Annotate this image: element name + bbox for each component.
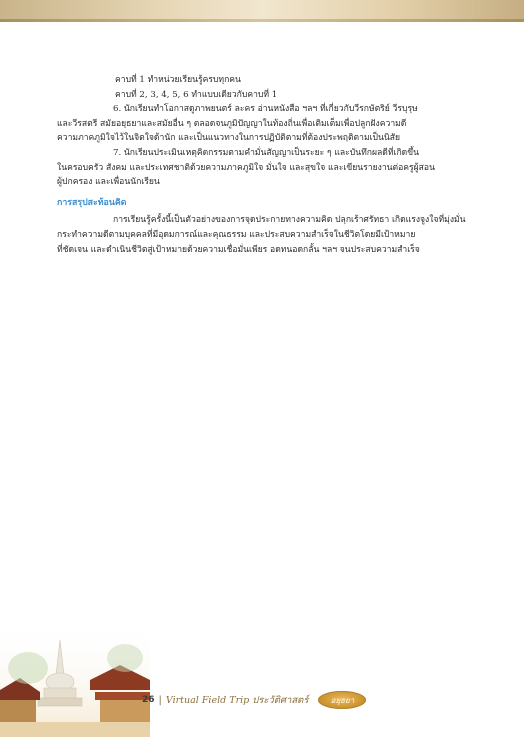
document-body: [57, 73, 466, 257]
page-number: 26: [142, 695, 155, 705]
paragraph-line: 6. นักเรียนทำโอกาสดูภาพยนตร์ ละคร อ่านหนังสือ ฯลฯ ที่เกี่ยวกับวีรกษัตริย์ วีรบุรุษ: [113, 104, 418, 115]
page-footer: [142, 690, 366, 710]
paragraph-line: ในครอบครัว สังคม และประเทศชาติด้วยความภาคภูมิใจ มั่นใจ และสุขใจ และเขียนรายงานต่อครูผู้สอน: [57, 162, 435, 173]
summary-line: การเรียนรู้ครั้งนี้เป็นตัวอย่างของการจุดประกายทางความคิด ปลุกเร้าศรัทธา เกิดแรงจูงใจที่มุ่งมั่น: [113, 215, 466, 226]
paragraph-line: ความภาคภูมิใจไว้ในจิตใจด้านัก และเป็นแนวทางในการปฏิบัติตามที่ต้องประพฤติตามเป็นนิสัย: [57, 133, 401, 144]
section-heading: การสรุปสะท้อนคิด: [57, 197, 127, 208]
footer-separator: |: [158, 694, 162, 706]
paragraph-line: คาบที่ 2, 3, 4, 5, 6 ทำแบบเดียวกับคาบที่ 1: [115, 89, 278, 100]
paragraph-line: 7. นักเรียนประเมินเหตุคิดกรรมตามคำมั่นสัญญาเป็นระยะ ๆ และบันทึกผลดีที่เกิดขึ้น: [113, 147, 420, 158]
summary-line: กระทำความดีตามบุคคลที่มีอุดมการณ์และคุณธรรม และประสบความสำเร็จในชีวิตโดยมีเป้าหมาย: [57, 229, 416, 240]
paragraph-line: ผู้ปกครอง และเพื่อนนักเรียน: [57, 177, 160, 188]
summary-line: ที่ชัดเจน และดำเนินชีวิตสู่เป้าหมายด้วยความเชื่อมั่นเพียร อดทนอดกลั้น ฯลฯ จนประสบความสำเร็จ: [57, 244, 420, 255]
top-decorative-band: [0, 0, 524, 22]
series-title: Virtual Field Trip ประวัติศาสตร์: [165, 694, 309, 706]
ayutthaya-badge: อยุธยา: [318, 691, 366, 709]
paragraph-line: และวีรสตรี สมัยอยุธยาและสมัยอื่น ๆ ตลอดจนภูมิปัญญาในท้องถิ่นเพื่อเติมเต็มเพื่อปลูกฝังความดี: [57, 118, 407, 129]
paragraph-line: คาบที่ 1 ทำหน่วยเรียนรู้ครบทุกคน: [115, 75, 241, 85]
temple-illustration: [0, 620, 150, 737]
